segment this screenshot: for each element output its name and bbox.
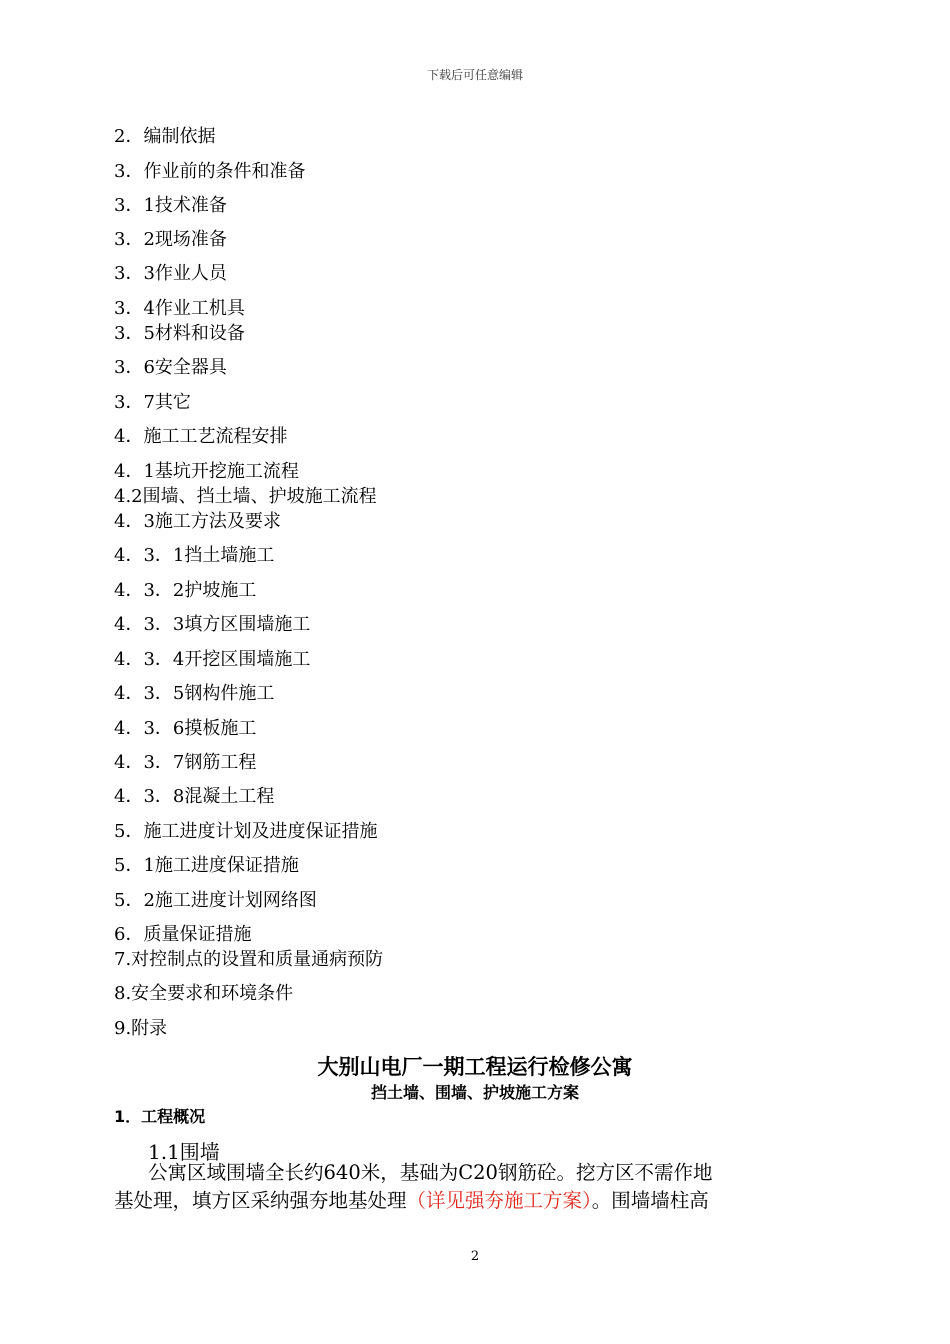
- body-paragraph-line: [114, 1159, 819, 1187]
- toc-item: 4．3．6摸板施工: [114, 718, 257, 739]
- toc-item: 8.安全要求和环境条件: [114, 983, 294, 1004]
- toc-item: 5．施工进度计划及进度保证措施: [114, 821, 378, 842]
- page-number: 2: [470, 1249, 480, 1264]
- toc-item: 2．编制依据: [114, 126, 216, 147]
- toc-item: 3．1技术准备: [114, 195, 227, 216]
- toc-item: 3．3作业人员: [114, 263, 227, 284]
- toc-item: 3．作业前的条件和准备: [114, 161, 306, 182]
- toc-item: 5．2施工进度计划网络图: [114, 890, 317, 911]
- toc-item: 4.2围墙、挡土墙、护坡施工流程: [114, 486, 377, 507]
- toc-item: 4．3．1挡土墙施工: [114, 545, 275, 566]
- paragraph-text: 。围墙墙柱高: [591, 1189, 709, 1212]
- toc-item: 4．1基坑开挖施工流程: [114, 461, 299, 482]
- toc-item: 3．7其它: [114, 392, 191, 413]
- page-header: 下载后可任意编辑: [426, 68, 523, 82]
- paragraph-text: 公寓区域围墙全长约640米，基础为C20钢筋砼。挖方区不需作地: [148, 1161, 713, 1184]
- toc-item: 3．5材料和设备: [114, 323, 245, 344]
- toc-item: 4．3．3填方区围墙施工: [114, 614, 311, 635]
- highlighted-reference: （详见强夯施工方案）: [406, 1189, 592, 1212]
- toc-item: 6．质量保证措施: [114, 924, 252, 945]
- paragraph-text: 基处理，填方区采纳强夯地基处理: [114, 1189, 407, 1212]
- toc-item: 4．施工工艺流程安排: [114, 426, 288, 447]
- toc-item: 4．3施工方法及要求: [114, 511, 281, 532]
- toc-item: 4．3．5钢构件施工: [114, 683, 275, 704]
- toc-item: 3．2现场准备: [114, 229, 227, 250]
- toc-item: 4．3．7钢筋工程: [114, 752, 257, 773]
- subsection-heading: 1.1围墙: [148, 1140, 220, 1164]
- toc-item: 4．3．4开挖区围墙施工: [114, 649, 311, 670]
- toc-item: 9.附录: [114, 1018, 168, 1039]
- document-title: 大别山电厂一期工程运行检修公寓: [317, 1055, 633, 1079]
- toc-item: 4．3．8混凝土工程: [114, 786, 275, 807]
- toc-item: 5．1施工进度保证措施: [114, 855, 299, 876]
- document-subtitle: 挡土墙、围墙、护坡施工方案: [370, 1083, 579, 1102]
- toc-item: 4．3．2护坡施工: [114, 580, 257, 601]
- body-paragraph-line: [114, 1187, 819, 1215]
- section-heading: 1．工程概况: [114, 1107, 206, 1126]
- toc-item: 7.对控制点的设置和质量通病预防: [114, 949, 384, 970]
- toc-item: 3．4作业工机具: [114, 298, 245, 319]
- toc-item: 3．6安全器具: [114, 357, 227, 378]
